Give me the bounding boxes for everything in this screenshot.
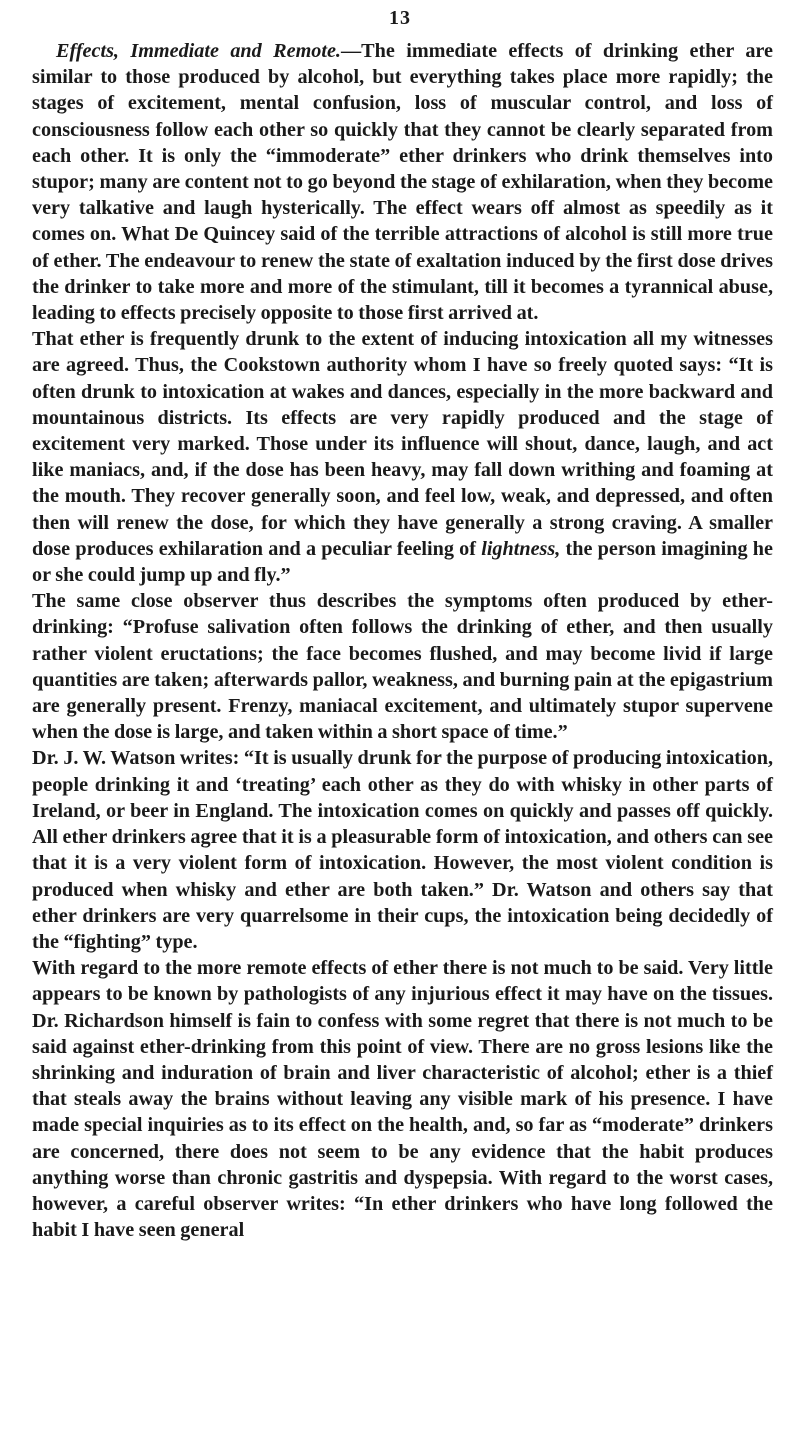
paragraph-4-text: Dr. J. W. Watson writes: “It is usually drunk for the purpose of producing intoxication, people drinking it and ‘treating’ each other as they do with whisky in other parts of Ireland, or beer in England. The intoxication comes on quickly and passes off quickly. All ether drinkers agree that it is a pleasurable form of intoxication, and others can see that it is a very violent form of intoxication. However, the most violent condition is produced when whisky and ether are both taken.” Dr. Watson and others say that ether drinkers are very quarrelsome in their cups, the intoxication being decidedly of the “fighting” type. — [32, 747, 773, 953]
paragraph-5-text: With regard to the more remote effects of ether there is not much to be said. Very little appears to be known by pathologists of any injurious effect it may have on the tissues. Dr. Richardson himself is fain to confess with some regret that there is not much to be said against ether-drinking from this point of view. There are no gross lesions like the shrinking and induration of brain and liver characteristic of alcohol; ether is a thief that steals away the brains without leaving any visible mark of his presence. I have made special inquiries as to its effect on the health, and, so far as “moderate” drinkers are concerned, there does not seem to be any evidence that the habit produces anything worse than chronic gastritis and dyspepsia. With regard to the worst cases, however, a careful observer writes: “In ether drinkers who have long followed the habit I have seen general — [32, 957, 773, 1242]
paragraph-3 — [32, 588, 773, 745]
paragraph-1 — [32, 38, 773, 326]
paragraph-3-text: The same close observer thus describes the symptoms often produced by ether-drinking: “Profuse salivation often follows the drinking of ether, and then usually rather violent eructations; the face becomes flushed, and may become livid if large quantities are taken; afterwards pallor, weakness, and burning pain at the epigastrium are generally present. Frenzy, maniacal excitement, and ultimately stupor supervene when the dose is large, and taken within a short space of time.” — [32, 590, 773, 744]
paragraph-1-text: The immediate effects of drinking ether are similar to those produced by alcohol, but everything takes place more rapidly; the stages of excitement, mental confusion, loss of muscular control, and loss of consciousness follow each other so quickly that they cannot be clearly separated from each other. It is only the “immoderate” ether drinkers who drink themselves into stupor; many are content not to go beyond the stage of exhilaration, when they become very talkative and laugh hysterically. The effect wears off almost as speedily as it comes on. What De Quincey said of the terrible attractions of alcohol is still more true of ether. The endeavour to renew the state of exaltation induced by the first dose drives the drinker to take more and more of the stimulant, till it becomes a tyrannical abuse, leading to effects precisely opposite to those first arrived at. — [32, 40, 773, 325]
paragraph-2-italic: lightness, — [481, 537, 561, 560]
paragraph-2 — [32, 326, 773, 588]
body-text — [32, 38, 773, 1243]
page-number: 13 — [389, 7, 411, 29]
paragraph-5 — [32, 955, 773, 1243]
paragraph-2-text: That ether is frequently drunk to the extent of inducing intoxication all my witnesses are agreed. Thus, the Cookstown authority whom I have so freely quoted says: “It is often drunk to intoxication at wakes and dances, especially in the more backward and mountainous districts. Its effects are very rapidly produced and the stage of excitement very marked. Those under its influence will shout, dance, laugh, and act like maniacs, and, if the dose has been heavy, may fall down writhing and foaming at the mouth. They recover generally soon, and feel low, weak, and depressed, and often then will renew the dose, for which they have generally a strong craving. A smaller dose produces exhilaration and a peculiar feeling of — [32, 328, 773, 560]
paragraph-2-text-after: the person imagining he or she could jump up and fly.” — [32, 537, 773, 587]
heading-dash: — — [340, 40, 362, 62]
paragraph-4 — [32, 745, 773, 955]
section-heading: Effects, Immediate and Remote. — [56, 40, 341, 62]
